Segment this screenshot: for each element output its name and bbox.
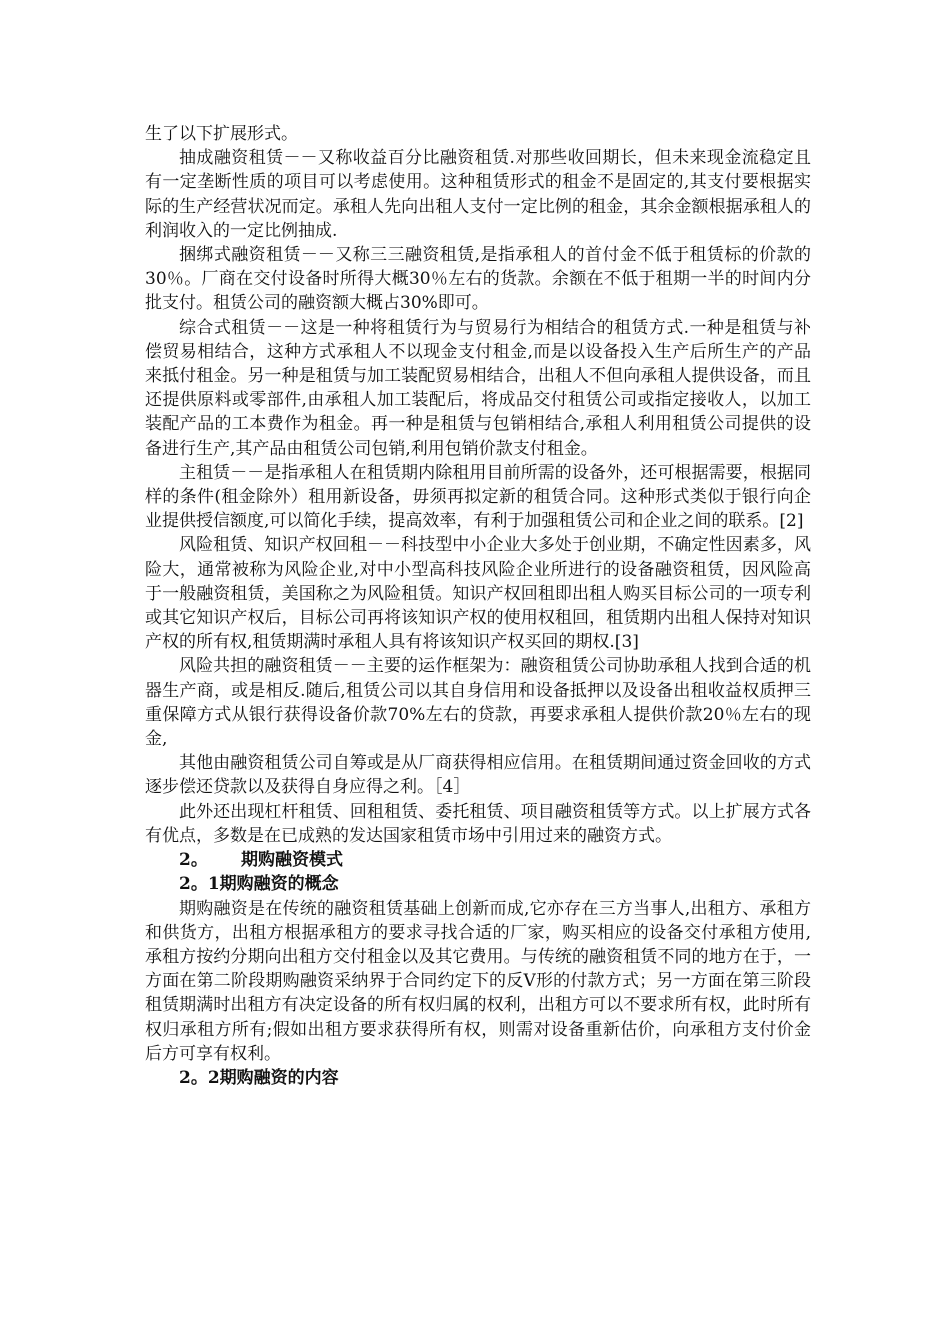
section-heading-2 [145, 848, 811, 872]
paragraph-other-financing: 其他由融资租赁公司自筹或是从厂商获得相应信用。在租赁期间通过资金回收的方式逐步偿还贷款以及获得自身应得之利。［4］ [145, 753, 811, 798]
paragraph-bundled-leasing: 捆绑式融资租赁－－又称三三融资租赁,是指承租人的首付金不低于租赁标的价款的30％。厂商在交付设备时所得大概30％左右的货款。余额在不低于租期一半的时间内分批支付。租赁公司的融资额大概占30%即可。 [145, 245, 811, 314]
paragraph-master-leasing: 主租赁－－是指承租人在租赁期内除租用目前所需的设备外，还可根据需要，根据同样的条件(租金除外）租用新设备，毋须再拟定新的租赁合同。这种形式类似于银行向企业提供授信额度,可以简化手续，提高效率，有利于加强租赁公司和企业之间的联系。[2] [145, 462, 811, 532]
paragraph-installment-concept: 期购融资是在传统的融资租赁基础上创新而成,它亦存在三方当事人,出租方、承租方和供货方，出租方根据承租方的要求寻找合适的厂家，购买相应的设备交付承租方使用,承租方按约分期向出租方交付租金以及其它费用。与传统的融资租赁不同的地方在于，一方面在第二阶段期购融资采纳界于合同约定下的反V形的付款方式；另一方面在第三阶段租赁期满时出租方有决定设备的所有权归属的权利，出租方可以不要求所有权，此时所有权归承租方所有;假如出租方要求获得所有权，则需对设备重新估价，向承租方支付价金后方可享有权利。 [145, 898, 811, 1064]
paragraph-risk-sharing-leasing: 风险共担的融资租赁－－主要的运作框架为：融资租赁公司协助承租人找到合适的机器生产商，或是相反.随后,租赁公司以其自身信用和设备抵押以及设备出租收益权质押三重保障方式从银行获得设备价款70%左右的贷款，再要求承租人提供价款20％左右的现金, [145, 656, 811, 750]
section-title: 期购融资模式 [241, 850, 343, 871]
section-heading-2-2: 2。2期购融资的内容 [179, 1067, 339, 1088]
section-heading-2-1: 2。1期购融资的概念 [179, 874, 339, 895]
paragraph-continuation: 生了以下扩展形式。 [145, 124, 298, 144]
paragraph-comprehensive-leasing: 综合式租赁－－这是一种将租赁行为与贸易行为相结合的租赁方式.一种是租赁与补偿贸易相结合，这种方式承租人不以现金支付租金,而是以设备投入生产后所生产的产品来抵付租金。另一种是租赁与加工装配贸易相结合，出租人不但向承租人提供设备，而且还提供原料或零部件,由承租人加工装配后，将成品交付租赁公司或指定接收人，以加工装配产品的工本费作为租金。再一种是租赁与包销相结合,承租人利用租赁公司提供的设备进行生产,其产品由租赁公司包销,利用包销价款支付租金。 [145, 317, 811, 459]
paragraph-other-methods: 此外还出现杠杆租赁、回租租赁、委托租赁、项目融资租赁等方式。以上扩展方式各有优点，多数是在已成熟的发达国家租赁市场中引用过来的融资方式。 [145, 801, 811, 846]
paragraph-venture-leasing: 风险租赁、知识产权回租－－科技型中小企业大多处于创业期，不确定性因素多，风险大，通常被称为风险企业,对中小型高科技风险企业所进行的设备融资租赁，因风险高于一般融资租赁，美国称之为风险租赁。知识产权回租即出租人购买目标公司的一项专利或其它知识产权后，目标公司再将该知识产权的使用权租回，租赁期内出租人保持对知识产权的所有权,租赁期满时承租人具有将该知识产权买回的期权.[3] [145, 535, 811, 653]
document-body [145, 122, 811, 1090]
section-number: 2。 [179, 850, 208, 871]
paragraph-royalty-leasing: 抽成融资租赁－－又称收益百分比融资租赁.对那些收回期长，但未来现金流稳定且有一定垄断性质的项目可以考虑使用。这种租赁形式的租金不是固定的,其支付要根据实际的生产经营状况而定。承租人先向出租人支付一定比例的租金，其余金额根据承租人的利润收入的一定比例抽成. [145, 148, 811, 241]
